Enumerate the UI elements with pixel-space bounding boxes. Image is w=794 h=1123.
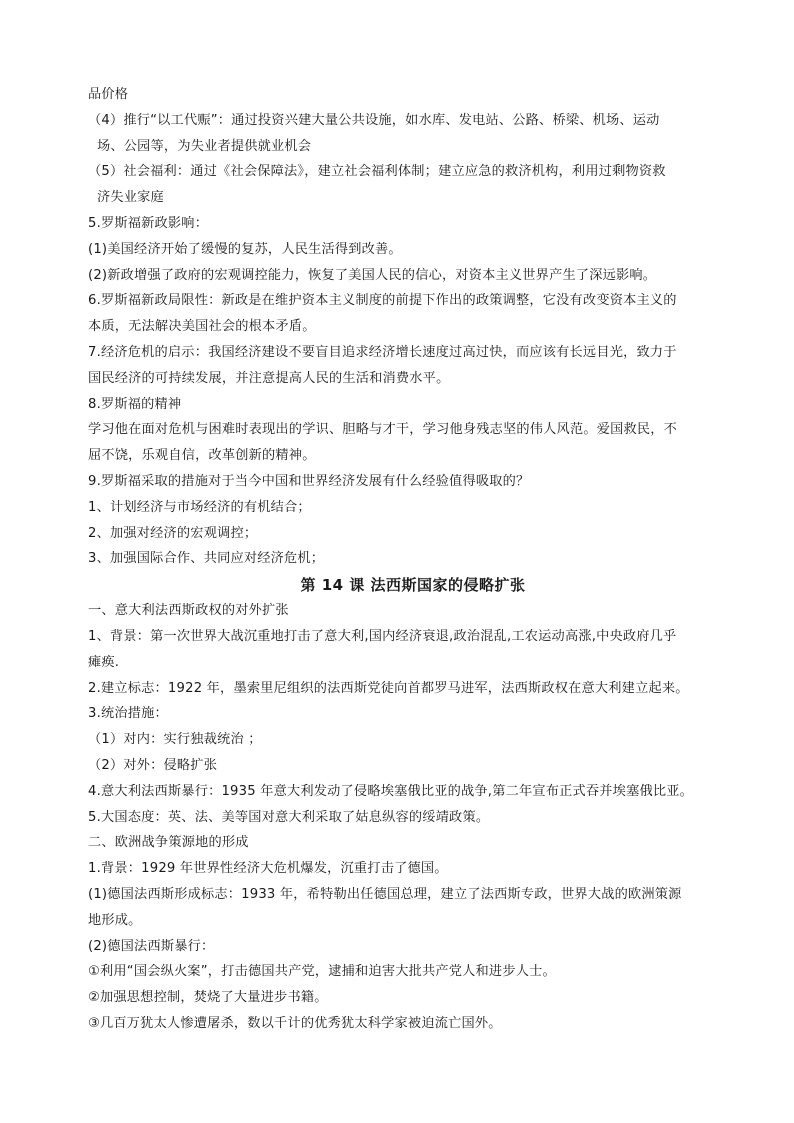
section-heading: 8.罗斯福的精神 [88,396,182,412]
document-page [88,82,710,1037]
text-line: (2)德国法西斯暴行： [88,938,215,954]
text-line: (1)德国法西斯形成标志：1933 年，希特勒出任德国总理，建立了法西斯专政，世界大战的欧洲策源 [88,886,682,902]
section-heading: 二、欧洲战争策源地的形成 [88,835,249,851]
text-line: 瘫痪. [88,654,120,670]
text-line: 5.大国态度：英、法、美等国对意大利采取了姑息纵容的绥靖政策。 [88,809,490,825]
text-line: 济失业家庭 [97,190,164,206]
text-line: （5）社会福利：通过《社会保障法》，建立社会福利体制；建立应急的救济机构，利用过剩物资救 [88,164,666,180]
text-line: 2.建立标志：1922 年，墨索里尼组织的法西斯党徒向首都罗马进军，法西斯政权在意大利建立起来。 [88,680,689,696]
text-line: 本质，无法解决美国社会的根本矛盾。 [88,319,316,335]
text-line: 学习他在面对危机与困难时表现出的学识、胆略与才干，学习他身残志坚的伟人风范。爱国救民，不 [88,422,678,438]
text-line: 7.经济危机的启示：我国经济建设不要盲目追求经济增长速度过高过快，而应该有长远目光，致力于 [88,344,677,360]
text-line: 国民经济的可持续发展，并注意提高人民的生活和消费水平。 [88,370,450,386]
list-item: 2、加强对经济的宏观调控； [88,525,258,541]
section-heading: 一、意大利法西斯政权的对外扩张 [88,603,289,619]
list-item: ②加强思想控制，焚烧了大量进步书籍。 [88,990,328,1006]
text-line: (2)新政增强了政府的宏观调控能力，恢复了美国人民的信心，对资本主义世界产生了深远影响。 [88,267,657,283]
text-line: 屈不饶，乐观自信，改革创新的精神。 [88,448,316,464]
lesson-title: 第 14 课 法西斯国家的侵略扩张 [300,576,526,595]
list-item: （1）对内：实行独裁统治 ； [88,732,262,748]
text-line: 3.统治措施： [88,706,168,722]
list-item: ①利用“国会纵火案”，打击德国共产党，逮捕和迫害大批共产党人和进步人士。 [88,964,556,980]
list-item: （2）对外：侵略扩张 [88,757,218,773]
list-item: 1、计划经济与市场经济的有机结合； [88,499,311,515]
text-line: 品价格 [88,87,129,102]
list-item: 3、加强国际合作、共同应对经济危机； [88,551,325,567]
text-line: 6.罗斯福新政局限性：新政是在维护资本主义制度的前提下作出的政策调整，它没有改变资本主义的 [88,293,677,309]
text-line: 1.背景：1929 年世界性经济大危机爆发，沉重打击了德国。 [88,861,448,877]
text-line: (1)美国经济开始了缓慢的复苏，人民生活得到改善。 [88,241,402,257]
text-line: 场、公园等，为失业者提供就业机会 [97,138,312,154]
text-line: 4.意大利法西斯暴行：1935 年意大利发动了侵略埃塞俄比亚的战争,第二年宣布正式吞并埃塞俄比亚。 [88,783,694,799]
list-item: ③几百万犹太人惨遭屠杀，数以千计的优秀犹太科学家被迫流亡国外。 [88,1015,502,1031]
text-line: 地形成。 [88,912,142,928]
text-line: （4）推行“以工代赈”：通过投资兴建大量公共设施，如水库、发电站、公路、桥梁、机场、运动 [88,112,660,128]
section-heading: 5.罗斯福新政影响： [88,215,209,231]
text-line: 1、背景：第一次世界大战沉重地打击了意大利,国内经济衰退,政治混乱,工农运动高涨,中央政府几乎 [88,628,677,644]
section-heading: 9.罗斯福采取的措施对于当今中国和世界经济发展有什么经验值得吸取的？ [88,473,530,489]
